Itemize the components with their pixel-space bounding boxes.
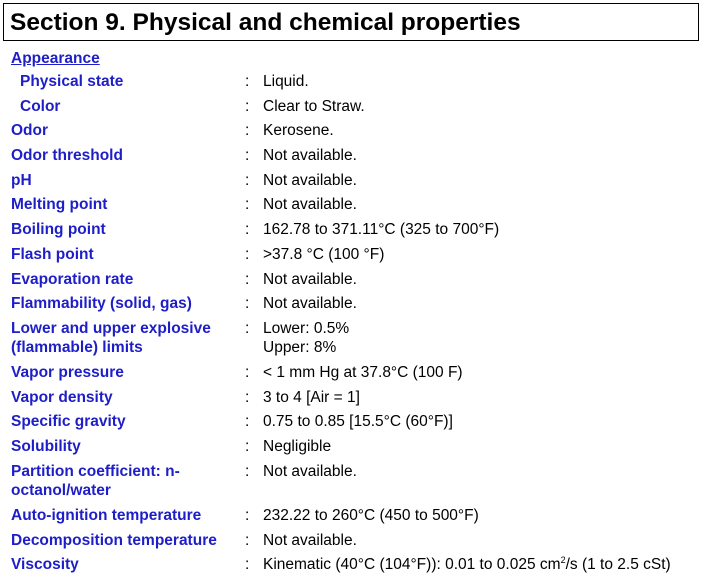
property-row: [0, 437, 706, 462]
property-label: Odor threshold: [11, 147, 123, 165]
property-value-line: Not available.: [263, 531, 357, 549]
property-label: Decomposition temperature: [11, 531, 217, 549]
property-colon: :: [245, 388, 250, 406]
property-label: Auto-ignition temperature: [11, 507, 202, 524]
property-value: [263, 363, 703, 383]
property-value-line: 162.78 to 371.11°C (325 to 700°F): [263, 221, 500, 239]
property-row: [0, 319, 706, 363]
property-value: [263, 506, 703, 526]
property-value: [263, 121, 703, 141]
property-colon: :: [245, 147, 250, 165]
property-colon: :: [245, 319, 250, 337]
property-value: [263, 437, 703, 457]
property-label: Partition coefficient: n-octanol/water: [11, 462, 180, 500]
property-row: [0, 462, 706, 506]
property-colon: :: [245, 531, 250, 549]
property-row: [0, 506, 706, 531]
appearance-heading: Appearance: [11, 50, 100, 67]
property-label: Viscosity: [11, 556, 79, 574]
property-value: [263, 171, 703, 191]
property-row: [0, 555, 706, 580]
section-header: [3, 3, 699, 41]
property-colon: :: [245, 462, 250, 480]
property-value-line: Negligible: [263, 438, 332, 456]
property-row: [0, 195, 706, 220]
property-colon: :: [245, 122, 250, 140]
property-value-line: Not available.: [263, 462, 357, 480]
property-value: [263, 220, 703, 240]
property-colon: :: [245, 295, 250, 313]
property-value-line: Kerosene.: [263, 122, 334, 140]
property-value: [263, 319, 703, 358]
property-colon: :: [245, 270, 250, 288]
property-value: [263, 412, 703, 432]
property-label: Specific gravity: [11, 413, 126, 431]
property-value-line: Not available.: [263, 270, 357, 288]
section-title: Section 9. Physical and chemical properties: [10, 9, 521, 36]
property-label: pH: [11, 171, 32, 189]
property-value-line: Kinematic (40°C (104°F)): 0.01 to 0.025 $cm^2/s$ (1 to 2.5 cSt): [263, 555, 671, 574]
property-colon: :: [245, 73, 250, 90]
property-row: [0, 97, 706, 122]
property-colon: :: [245, 413, 250, 431]
property-colon: :: [245, 245, 250, 263]
property-value: [263, 146, 703, 166]
property-row: [0, 121, 706, 146]
property-value: [263, 462, 703, 482]
property-value-line: 0.75 to 0.85 [15.5°C (60°F)]: [263, 413, 453, 431]
property-row: [0, 245, 706, 270]
property-row: [0, 363, 706, 388]
property-colon: :: [245, 364, 250, 382]
property-row: [0, 270, 706, 295]
property-value: [263, 531, 703, 551]
property-value-line: < 1 mm Hg at 37.8°C (100 F): [263, 364, 463, 382]
properties-table: [0, 72, 706, 580]
property-label: Evaporation rate: [11, 270, 134, 288]
property-colon: :: [245, 196, 250, 214]
property-label: Lower and upper explosive (flammable) limits: [11, 319, 211, 357]
property-value-line: Not available.: [263, 295, 357, 313]
property-value-line: Not available.: [263, 196, 357, 214]
property-value-line: Liquid.: [263, 73, 309, 90]
property-value: [263, 97, 703, 117]
property-label: Flash point: [11, 245, 94, 263]
property-label: Odor: [11, 122, 49, 140]
property-label: Solubility: [11, 438, 81, 456]
property-row: [0, 412, 706, 437]
property-value: [263, 388, 703, 408]
property-label: Physical state: [20, 73, 124, 90]
property-row: [0, 294, 706, 319]
property-colon: :: [245, 507, 250, 524]
property-label: Vapor density: [11, 388, 113, 406]
property-value-line: 232.22 to 260°C (450 to 500°F): [263, 507, 479, 524]
property-value: [263, 245, 703, 265]
property-row: [0, 171, 706, 196]
property-value: [263, 270, 703, 290]
property-value-line: Not available.: [263, 171, 357, 189]
property-row: [0, 388, 706, 413]
property-value-line: >37.8 °C (100 °F): [263, 245, 385, 263]
property-value: [263, 294, 703, 314]
property-colon: :: [245, 438, 250, 456]
property-value: [263, 195, 703, 215]
property-value-line: 3 to 4 [Air = 1]: [263, 388, 360, 406]
property-row: [0, 220, 706, 245]
property-value-line: Upper: 8%: [263, 339, 337, 357]
property-label: Flammability (solid, gas): [11, 295, 192, 313]
property-label: Color: [20, 97, 61, 115]
property-value: [263, 555, 703, 575]
property-colon: :: [245, 221, 250, 239]
property-label: Vapor pressure: [11, 364, 124, 382]
property-colon: :: [245, 556, 250, 574]
property-value: [263, 72, 703, 92]
property-row: [0, 72, 706, 97]
property-row: [0, 146, 706, 171]
property-colon: :: [245, 97, 250, 115]
property-value-line: Not available.: [263, 147, 357, 165]
property-label: Boiling point: [11, 221, 106, 239]
property-value-line: Clear to Straw.: [263, 97, 365, 115]
property-colon: :: [245, 171, 250, 189]
property-row: [0, 531, 706, 556]
property-value-line: Lower: 0.5%: [263, 319, 350, 337]
property-label: Melting point: [11, 196, 108, 214]
